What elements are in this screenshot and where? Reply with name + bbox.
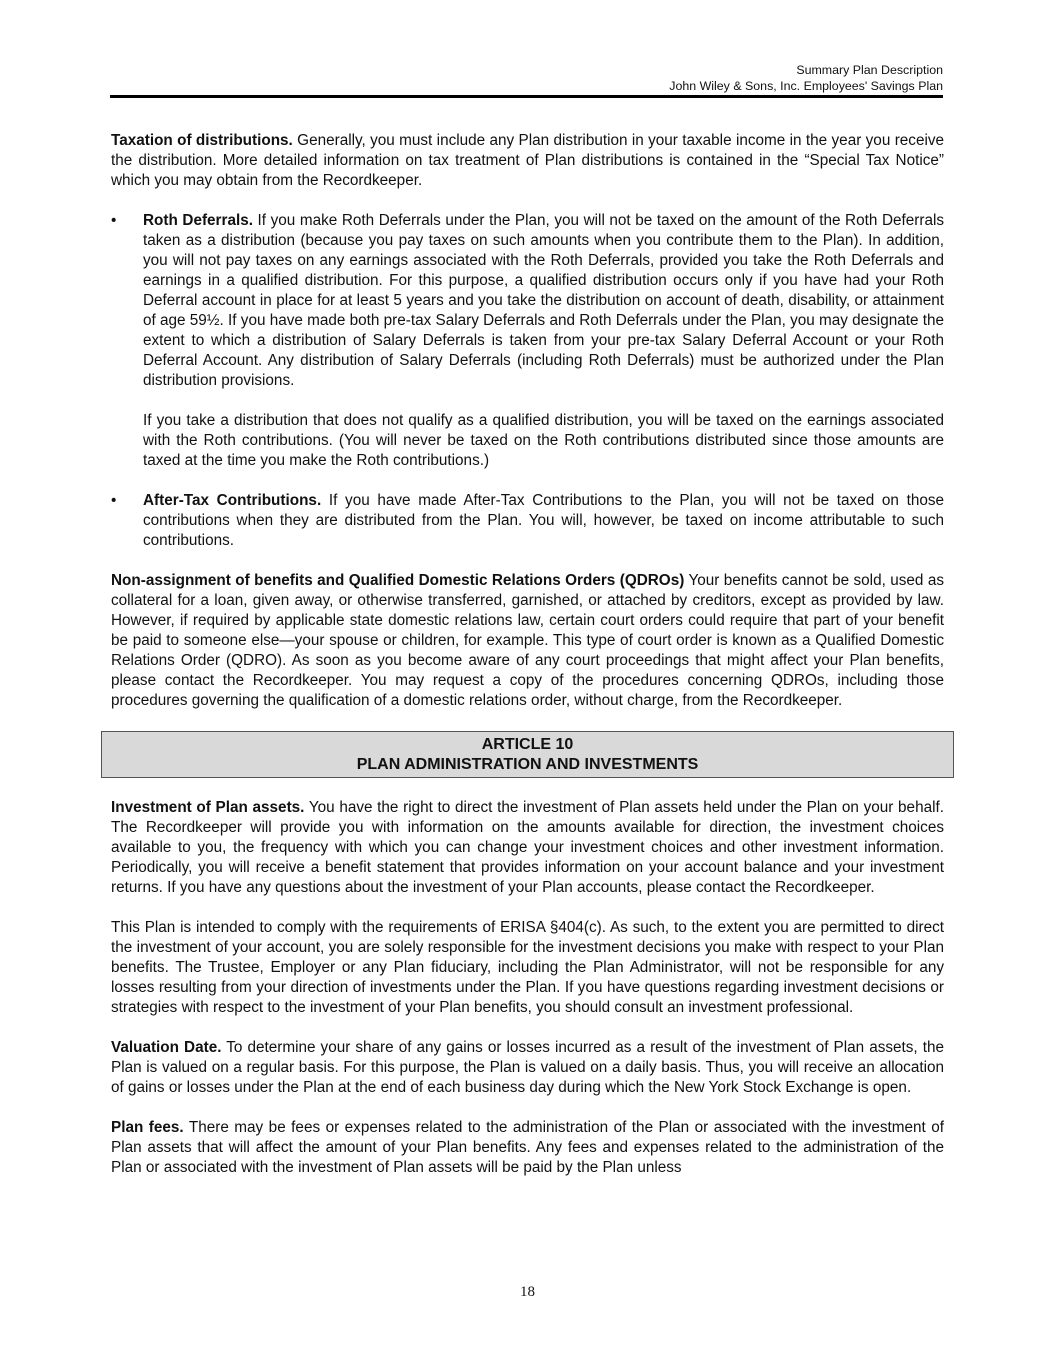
article-title: PLAN ADMINISTRATION AND INVESTMENTS xyxy=(356,756,699,773)
investment-paragraph xyxy=(111,798,944,898)
header-document-title: Summary Plan Description xyxy=(796,63,943,77)
tax-bullet-list xyxy=(111,211,944,551)
after-tax-paragraph xyxy=(143,491,944,551)
roth-followup-paragraph: If you take a distribution that does not qualify as a qualified distribution, you will be taxed on the earnings associated with the Roth contributions. (You will never be taxed on the Roth contributions distributed since those amounts are taxed at the time you make the Roth contributions.) xyxy=(143,412,944,469)
roth-heading: Roth Deferrals. xyxy=(143,212,253,229)
bullet-dot-icon: • xyxy=(111,212,117,229)
roth-text: If you make Roth Deferrals under the Plan, you will not be taxed on the amount of the Roth Deferrals taken as a distribution (because you pay taxes on such amounts when you contribute them to the Plan). In addition, you will not pay taxes on any earnings associated with the Roth Deferrals, provided you take the Roth Deferrals and earnings in a qualified distribution. For this purpose, a qualified distribution occurs only if you have had your Roth Deferral account in place for at least 5 years and you take the distribution on account of death, disability, or attainment of age 59½. If you have made both pre-tax Salary Deferrals and Roth Deferrals under the Plan, you may designate the extent to which a distribution of Salary Deferrals is taken from your pre-tax Salary Deferral Account or your Roth Deferral Account. Any distribution of Salary Deferrals (including Roth Deferrals) must be authorized under the Plan distribution provisions. xyxy=(143,212,945,389)
after-tax-text: If you have made After-Tax Contributions to the Plan, you will not be taxed on those contributions when they are distributed from the Plan. You will, however, be taxed on income attributable to such contributions. xyxy=(143,492,944,549)
page-header xyxy=(110,62,943,94)
page-number: 18 xyxy=(520,1284,535,1300)
header-divider xyxy=(110,95,943,98)
roth-paragraph xyxy=(143,211,944,391)
taxation-paragraph xyxy=(111,131,944,191)
valuation-heading: Valuation Date. xyxy=(111,1039,222,1056)
valuation-text: To determine your share of any gains or losses incurred as a result of the investment of Plan assets, the Plan is valued on a regular basis. For this purpose, the Plan is valued on a daily basis. Thus, you will receive an allocation of gains or losses under the Plan at the end of each business day during which the New York Stock Exchange is open. xyxy=(111,1039,944,1096)
fees-paragraph xyxy=(111,1118,944,1178)
bullet-dot-icon: • xyxy=(111,492,117,509)
article-heading-box xyxy=(101,731,954,778)
taxation-heading: Taxation of distributions. xyxy=(111,132,293,149)
qdro-text: Your benefits cannot be sold, used as collateral for a loan, given away, or otherwise transferred, garnished, or attached by creditors, except as provided by law. However, if required by applicable state domestic relations law, certain court orders could require that part of your benefit be paid to someone else—your spouse or children, for example. This type of court order is known as a Qualified Domestic Relations Order (QDRO). As soon as you become aware of any court proceedings that might affect your Plan benefits, please contact the Recordkeeper. You may request a copy of the procedures concerning QDROs, including those procedures governing the qualification of a domestic relations order, without charge, from the Recordkeeper. xyxy=(111,572,944,709)
investment-heading: Investment of Plan assets. xyxy=(111,799,305,816)
qdro-paragraph xyxy=(111,571,944,711)
header-plan-name: John Wiley & Sons, Inc. Employees' Savings Plan xyxy=(669,79,943,93)
erisa-paragraph: This Plan is intended to comply with the requirements of ERISA §404(c). As such, to the extent you are permitted to direct the investment of your account, you are solely responsible for the investment decisions you make with respect to your Plan benefits. The Trustee, Employer or any Plan fiduciary, including the Plan Administrator, will not be responsible for any losses resulting from your direction of investments under the Plan. If you have questions regarding investment decisions or strategies with respect to the investment of your Plan benefits, you should consult an investment professional. xyxy=(111,919,944,1016)
document-body xyxy=(111,131,944,1198)
fees-text: There may be fees or expenses related to the administration of the Plan or associated with the investment of Plan assets that will affect the amount of your Plan benefits. Any fees and expenses related to the administration of the Plan or associated with the investment of Plan assets will be paid by the Plan unless xyxy=(111,1119,944,1176)
fees-heading: Plan fees. xyxy=(111,1119,184,1136)
valuation-paragraph xyxy=(111,1038,944,1098)
investment-text: You have the right to direct the investment of Plan assets held under the Plan on your behalf. The Recordkeeper will provide you with information on the amounts available for direction, the investment choices available to you, the frequency with which you can change your investment choices and other investment information. Periodically, you will receive a benefit statement that provides information on your account balance and your investment returns. If you have any questions about the investment of your Plan accounts, please contact the Recordkeeper. xyxy=(111,799,944,896)
roth-bullet xyxy=(111,211,944,471)
taxation-text: Generally, you must include any Plan distribution in your taxable income in the year you receive the distribution. More detailed information on tax treatment of Plan distributions is contained in the “Special Tax Notice” which you may obtain from the Recordkeeper. xyxy=(111,132,944,189)
qdro-heading: Non-assignment of benefits and Qualified Domestic Relations Orders (QDROs) xyxy=(111,572,685,589)
after-tax-bullet xyxy=(111,491,944,551)
article-number: ARTICLE 10 xyxy=(481,736,574,753)
after-tax-heading: After-Tax Contributions. xyxy=(143,492,322,509)
